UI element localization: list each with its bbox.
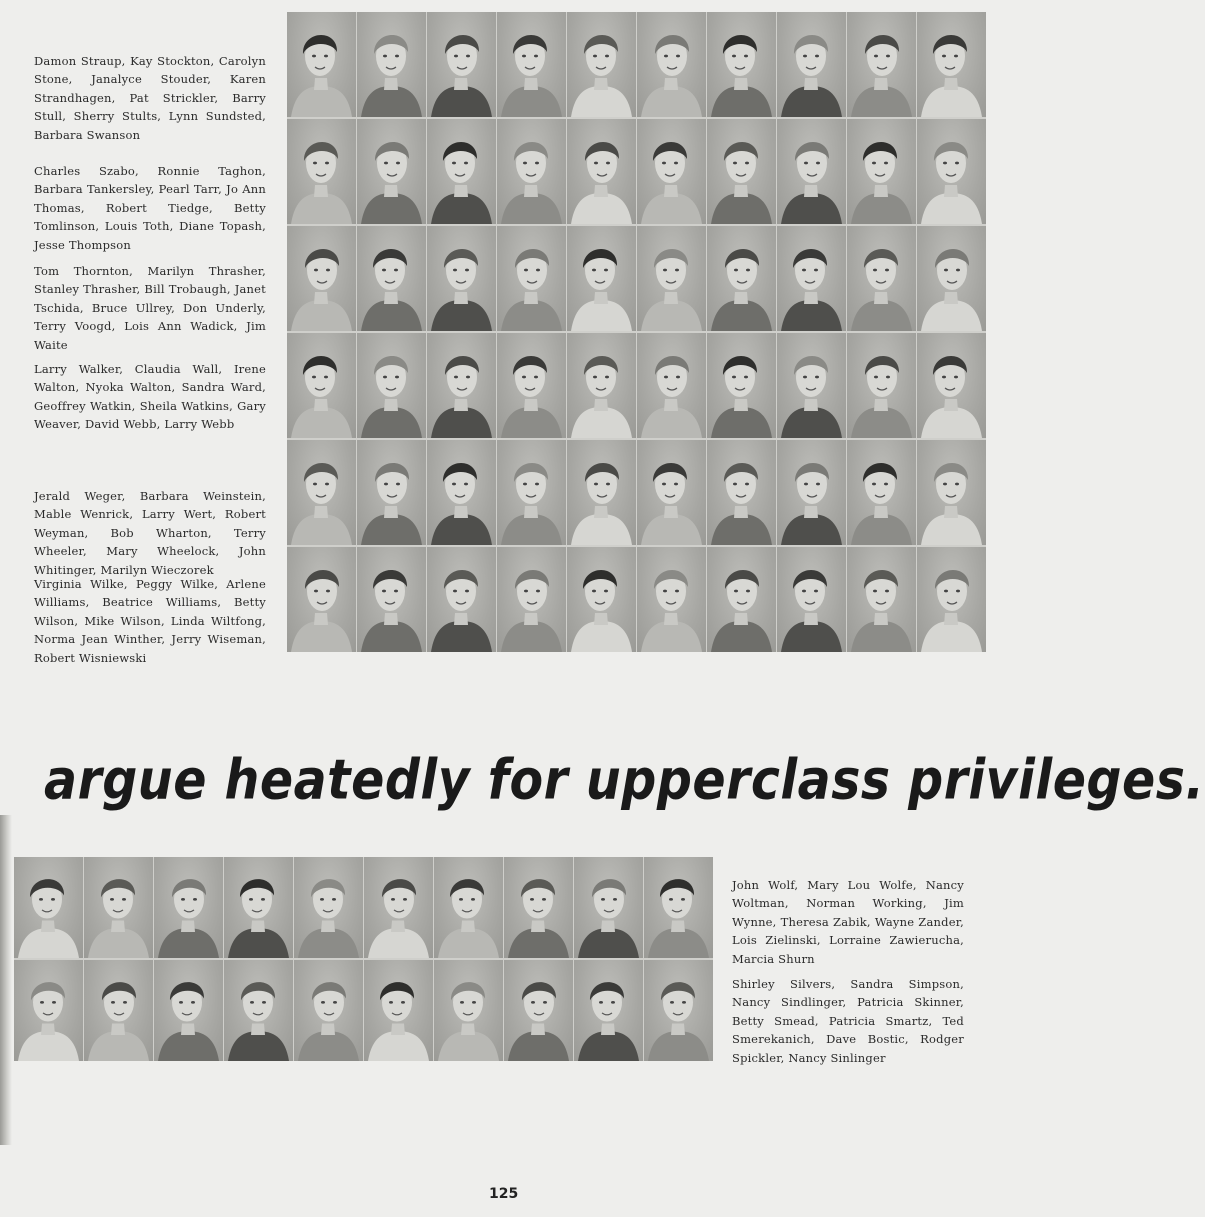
bottom-portrait-photo [84,960,153,1061]
top-portrait-photo [707,333,776,438]
top-portrait-photo [917,226,986,331]
top-portrait-photo [427,547,496,652]
top-portrait-photo [917,333,986,438]
top-portrait-photo [707,226,776,331]
bottom-portrait-photo [84,857,153,958]
caption-row-4: Larry Walker, Claudia Wall, Irene Walton, Nyoka Walton, Sandra Ward, Geoffrey Watkin, Sheila Watkins, Gary Weaver, David Webb, Larry Webb [34,362,266,432]
top-portrait-photo [637,12,706,117]
caption-row-1: Damon Straup, Kay Stockton, Carolyn Stone, Janalyce Stouder, Karen Strandhagen, Pat Strickler, Barry Stull, Sherry Stults, Lynn Sundsted, Barbara Swanson [34,54,266,142]
portrait-grid-top [287,12,986,652]
top-portrait-photo [357,333,426,438]
top-portrait-photo [637,119,706,224]
top-portrait-photo [777,440,846,545]
top-portrait-photo [567,547,636,652]
top-portrait-photo [287,547,356,652]
top-portrait-photo [287,333,356,438]
top-portrait-photo [357,547,426,652]
bottom-portrait-photo [364,857,433,958]
top-portrait-photo [497,333,566,438]
top-portrait-photo [847,226,916,331]
top-portrait-photo [917,440,986,545]
caption-row-5: Jerald Weger, Barbara Weinstein, Mable Wenrick, Larry Wert, Robert Weyman, Bob Wharton, Terry Wheeler, Mary Wheelock, John Whitinger, Marilyn Wieczorek [34,489,266,577]
page-number: 125 [489,1186,519,1202]
portrait-grid-bottom [14,857,713,1061]
top-portrait-photo [707,440,776,545]
bottom-portrait-photo [364,960,433,1061]
top-portrait-photo [777,119,846,224]
top-portrait-photo [567,440,636,545]
bottom-portrait-photo [574,960,643,1061]
top-portrait-photo [357,119,426,224]
caption-row-2: Charles Szabo, Ronnie Taghon, Barbara Tankersley, Pearl Tarr, Jo Ann Thomas, Robert Tiedge, Betty Tomlinson, Louis Toth, Diane Topash, Jesse Thompson [34,164,266,252]
top-portrait-photo [497,547,566,652]
top-portrait-photo [567,119,636,224]
top-portrait-photo [637,440,706,545]
top-portrait-photo [917,547,986,652]
top-portrait-photo [427,119,496,224]
top-portrait-photo [707,119,776,224]
top-portrait-photo [427,333,496,438]
top-portrait-photo [777,226,846,331]
bottom-portrait-photo [154,960,223,1061]
bottom-portrait-photo [434,857,503,958]
top-portrait-photo [637,333,706,438]
bottom-portrait-photo [154,857,223,958]
top-portrait-photo [567,226,636,331]
top-portrait-photo [637,226,706,331]
top-portrait-photo [567,333,636,438]
top-portrait-photo [707,547,776,652]
top-portrait-photo [427,440,496,545]
top-portrait-photo [847,119,916,224]
top-portrait-photo [847,440,916,545]
top-portrait-photo [707,12,776,117]
bottom-portrait-photo [294,857,363,958]
top-portrait-photo [497,119,566,224]
bottom-portrait-photo [574,857,643,958]
top-portrait-photo [637,547,706,652]
caption-bottom-row-1: John Wolf, Mary Lou Wolfe, Nancy Woltman, Norman Working, Jim Wynne, Theresa Zabik, Wayne Zander, Lois Zielinski, Lorraine Zawierucha, Marcia Shurn [732,878,964,966]
top-portrait-photo [497,440,566,545]
top-portrait-photo [847,333,916,438]
top-portrait-photo [497,226,566,331]
bottom-portrait-photo [644,960,713,1061]
top-portrait-photo [427,226,496,331]
top-portrait-photo [777,12,846,117]
top-portrait-photo [287,12,356,117]
caption-row-3: Tom Thornton, Marilyn Thrasher, Stanley Thrasher, Bill Trobaugh, Janet Tschida, Bruce Ullrey, Don Underly, Terry Voogd, Lois Ann Wadick, Jim Waite [34,264,266,352]
adjacent-page-edge [0,815,12,1145]
top-portrait-photo [287,440,356,545]
top-portrait-photo [357,12,426,117]
top-portrait-photo [847,547,916,652]
top-portrait-photo [917,119,986,224]
bottom-portrait-photo [294,960,363,1061]
bottom-portrait-photo [504,960,573,1061]
top-portrait-photo [777,333,846,438]
bottom-portrait-photo [14,960,83,1061]
caption-row-6: Virginia Wilke, Peggy Wilke, Arlene Williams, Beatrice Williams, Betty Wilson, Mike Wilson, Linda Wiltfong, Norma Jean Winther, Jerry Wiseman, Robert Wisniewski [34,577,266,665]
top-portrait-photo [917,12,986,117]
top-portrait-photo [497,12,566,117]
bottom-portrait-photo [644,857,713,958]
top-portrait-photo [567,12,636,117]
bottom-portrait-photo [434,960,503,1061]
page-headline: argue heatedly for upperclass privileges. [44,748,1205,812]
top-portrait-photo [287,226,356,331]
top-portrait-photo [357,226,426,331]
top-portrait-photo [777,547,846,652]
bottom-portrait-photo [14,857,83,958]
bottom-portrait-photo [224,857,293,958]
bottom-portrait-photo [224,960,293,1061]
bottom-portrait-photo [504,857,573,958]
top-portrait-photo [357,440,426,545]
top-portrait-photo [287,119,356,224]
caption-bottom-row-2: Shirley Silvers, Sandra Simpson, Nancy Sindlinger, Patricia Skinner, Betty Smead, Patricia Smartz, Ted Smerekanich, Dave Bostic, Rodger Spickler, Nancy Sinlinger [732,977,964,1065]
top-portrait-photo [847,12,916,117]
top-portrait-photo [427,12,496,117]
